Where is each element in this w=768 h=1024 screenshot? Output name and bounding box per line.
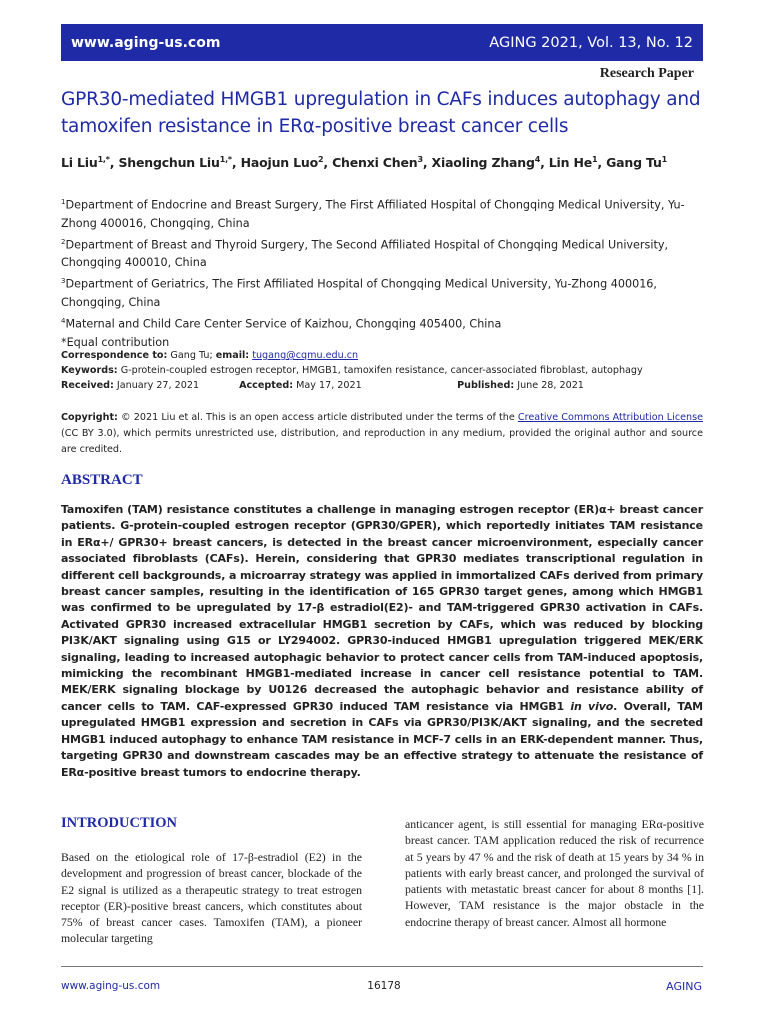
published-date: June 28, 2021: [517, 380, 584, 391]
affiliation: [61, 193, 711, 233]
introduction-left-column: Based on the etiological role of 17-β-estradiol (E2) in the development and progression of breast cancer, blockade of the E2 signal is utilized as a therapeutic strategy to treat estrogen receptor (ER)-positive breast cancers, which constitutes about 75% of breast cancer cases. Tamoxifen (TAM), a pioneer molecular targeting: [61, 850, 362, 946]
abstract-text: Tamoxifen (TAM) resistance constitutes a challenge in managing estrogen receptor (ER)α+ breast cancer patients. G-protein-coupled estrogen receptor (GPR30/GPER), which reportedly initiates TAM resistance in ERα+/ GPR30+ breast cancers, is detected in the breast cancer microenvironment, especially cancer associated fibroblasts (CAFs). Herein, considering that GPR30 mediates transcriptional regulation in different cell backgrounds, a microarray strategy was applied in immortalized CAFs derived from primary breast cancer samples, resulting in the identification of 165 GPR30 target genes, among which HMGB1 was confirmed to be upregulated by 17-β estradiol(E2)- and TAM-triggered GPR30 activation in CAFs. Activated GPR30 increased extracellular HMGB1 secretion by CAFs, which was reduced by blocking PI3K/AKT signaling using G15 or LY294002. GPR30-induced HMGB1 upregulation triggered MEK/ERK signaling, leading to increased autophagic behavior to protect cancer cells from TAM-induced apoptosis, mimicking the recombinant HMGB1-mediated increase in cancer cell resistance potential to TAM. MEK/ERK signaling blockage by U0126 decreased the autophagic behavior and resistance ability of cancer cells to TAM. CAF-expressed GPR30 induced TAM resistance via HMGB1 in vivo. Overall, TAM upregulated HMGB1 expression and secretion in CAFs via GPR30/PI3K/AKT signaling, and the secreted HMGB1 induced autophagy to enhance TAM resistance in MCF-7 cells in an ERK-dependent manner. Thus, targeting GPR30 and downstream cascades may be an effective strategy to attenuate the resistance of ERα-positive breast tumors to endocrine therapy.: [61, 503, 703, 779]
abstract-heading: ABSTRACT: [61, 472, 143, 488]
footer-website[interactable]: www.aging-us.com: [61, 980, 161, 992]
banner-website[interactable]: www.aging-us.com: [71, 34, 221, 51]
received-date: January 27, 2021: [116, 380, 200, 391]
affiliation-text: Department of Breast and Thyroid Surgery, The Second Affiliated Hospital of Chongqing Medical University, Chongqing 400010, China: [61, 238, 669, 270]
equal-contribution-note: *Equal contribution: [61, 335, 170, 349]
author-affiliation-mark: 1,*: [219, 155, 232, 164]
author-affiliation-mark: 3: [417, 155, 423, 164]
email-link[interactable]: tugang@cqmu.edu.cn: [252, 350, 359, 361]
copyright-notice: Copyright: © 2021 Liu et al. This is an open access article distributed under the terms of the Creative Commons Attribution License (CC BY 3.0), which permits unrestricted use, distribution, and reproduction in any medium, provided the original author and source are credited.: [61, 412, 703, 455]
author-name: Haojun Luo: [240, 155, 318, 171]
affiliation-text: Maternal and Child Care Center Service of Kaizhou, Chongqing 405400, China: [65, 317, 502, 331]
author-affiliation-mark: 4: [534, 155, 541, 164]
introduction-heading: INTRODUCTION: [61, 815, 178, 831]
author-list: Li Liu$^{1,*}$, Shengchun Liu$^{1,*}$, Haojun Luo$^2$, Chenxi Chen$^3$, Xiaoling Zhang$^4$, Lin He$^1$, Gang Tu$^1$: [61, 155, 668, 171]
introduction-right-column: anticancer agent, is still essential for managing ERα-positive breast cancer. TAM application reduced the risk of recurrence at 5 years by 47 % and the risk of death at 15 years by 34 % in patients with early breast cancer, and prolonged the survival of patients with metastatic breast cancer for about 8 months [1]. However, TAM resistance is the major obstacle in the endocrine therapy of breast cancer. Almost all hormone: [405, 817, 704, 929]
author-name: Chenxi Chen: [332, 155, 418, 171]
footer-journal: AGING: [666, 980, 702, 993]
author-affiliation-mark: 1: [661, 155, 668, 164]
affiliation-number: 2: [61, 237, 66, 246]
article-dates: Received: January 27, 2021 Accepted: May 17, 2021 Published: June 28, 2021: [61, 380, 584, 391]
affiliations: [61, 193, 711, 352]
accepted-date: May 17, 2021: [296, 380, 362, 391]
affiliation: [61, 272, 711, 312]
affiliation: [61, 233, 711, 273]
license-link[interactable]: Creative Commons Attribution License: [517, 412, 703, 423]
author-name: Lin He: [548, 155, 593, 171]
journal-banner: [61, 24, 703, 61]
author-affiliation-mark: 1,*: [97, 155, 110, 164]
author-affiliation-mark: 1: [592, 155, 598, 164]
keywords: Keywords: G-protein-coupled estrogen receptor, HMGB1, tamoxifen resistance, cancer-associated fibroblast, autophagy: [61, 365, 643, 376]
banner-journal-issue: AGING 2021, Vol. 13, No. 12: [489, 34, 693, 51]
author-name: Xiaoling Zhang: [431, 155, 535, 171]
affiliation-number: 1: [61, 198, 66, 206]
affiliation-text: Department of Geriatrics, The First Affiliated Hospital of Chongqing Medical University, Yu-Zhong 400016, Chongqing, China: [61, 278, 657, 310]
author-name: Shengchun Liu: [118, 155, 220, 171]
paper-type: Research Paper: [599, 66, 694, 81]
affiliation: [61, 312, 711, 334]
affiliation-number: 3: [61, 277, 66, 286]
footer-divider: [61, 966, 703, 967]
article-meta: [61, 348, 711, 393]
article-title: GPR30-mediated HMGB1 upregulation in CAFs induces autophagy and tamoxifen resistance in ERα-positive breast cancer cells: [61, 89, 701, 137]
author-affiliation-mark: 2: [317, 155, 324, 164]
page-number: 16178: [367, 980, 401, 992]
author-name: Gang Tu: [606, 155, 662, 171]
correspondence: Correspondence to: Gang Tu; email: tugang@cqmu.edu.cn: [61, 350, 359, 361]
affiliation-number: 4: [61, 317, 66, 326]
author-name: Li Liu: [61, 155, 98, 171]
affiliation-text: Department of Endocrine and Breast Surgery, The First Affiliated Hospital of Chongqing Medical University, Yu-Zhong 400016, Chongqing, China: [61, 198, 685, 230]
